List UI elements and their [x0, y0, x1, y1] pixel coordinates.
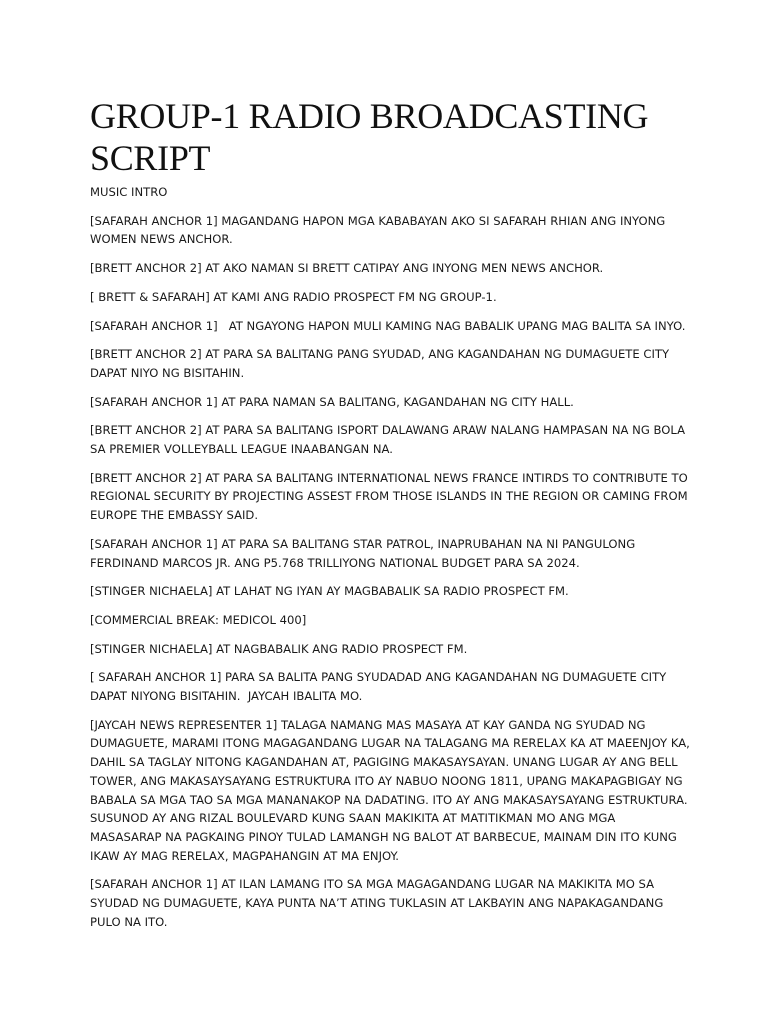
paragraph-brett-sports: [BRETT ANCHOR 2] AT PARA SA BALITANG ISPORT DALAWANG ARAW NALANG HAMPASAN NA NG BOLA SA PREMIER VOLLEYBALL LEAGUE INAABANGAN NA.	[90, 423, 689, 457]
paragraph-stinger-return: [STINGER NICHAELA] AT NAGBABALIK ANG RADIO PROSPECT FM.	[90, 641, 468, 656]
paragraph-jaycah-report: [JAYCAH NEWS REPRESENTER 1] TALAGA NAMANG MAS MASAYA AT KAY GANDA NG SYUDAD NG DUMAGUETE, MARAMI ITONG MAGAGANDANG LUGAR NA TALAGANG MA RERELAX KA AT MAEENJOY KA, DAHIL SA TAGLAY NITONG KAGANDAHAN AT, PAGIGING MAKASAYSAYAN. UNANG LUGAR AY ANG BELL TOWER, ANG MAKASAYSAYANG ESTRUKTURA ITO AY NABUO NOONG 1811, UPANG MAKAPAGBIGAY NG BABALA SA MGA TAO SA MGA MANANAKOP NA DADATING. ITO AY ANG MAKASAYSAYANG ESTRUKTURA. SUSUNOD AY ANG RIZAL BOULEVARD KUNG SAAN MAKIKITA AT MATITIKMAN MO ANG MGA MASASARAP NA PAGKAING PINOY TULAD LAMANGH NG BALOT AT BARBECUE, MAINAM DIN ITO KUNG IKAW AY MAG RERELAX, MAGPAHANGIN AT MA ENJOY.	[90, 717, 694, 863]
paragraph-brett-safarah: [ BRETT & SAFARAH] AT KAMI ANG RADIO PROSPECT FM NG GROUP-1.	[90, 289, 497, 304]
paragraph-music-intro: MUSIC INTRO	[90, 185, 168, 199]
paragraph-brett-city-news: [BRETT ANCHOR 2] AT PARA SA BALITANG PANG SYUDAD, ANG KAGANDAHAN NG DUMAGUETE CITY DAPAT NIYO NG BISITAHIN.	[90, 347, 673, 380]
paragraph-safarah-star-patrol: [SAFARAH ANCHOR 1] AT PARA SA BALITANG STAR PATROL, INAPRUBAHAN NA NI PANGULONG FERDINAND MARCOS JR. ANG P5.768 TRILLIYONG NATIONAL BUDGET PARA SA 2024.	[90, 536, 639, 570]
paragraph-safarah-intro: [SAFARAH ANCHOR 1] MAGANDANG HAPON MGA KABABAYAN AKO SI SAFARAH RHIAN ANG INYONG WOMEN NEWS ANCHOR.	[90, 213, 669, 247]
paragraph-safarah-city-hall: [SAFARAH ANCHOR 1] AT PARA NAMAN SA BALITANG, KAGANDAHAN NG CITY HALL.	[90, 394, 574, 409]
paragraph-safarah-jaycah: [ SAFARAH ANCHOR 1] PARA SA BALITA PANG SYUDADAD ANG KAGANDAHAN NG DUMAGUETE CITY DAPAT NIYONG BISITAHIN. JAYCAH IBALITA MO.	[90, 670, 670, 704]
paragraph-commercial-break: [COMMERCIAL BREAK: MEDICOL 400]	[90, 612, 307, 627]
paragraph-brett-intro: [BRETT ANCHOR 2] AT AKO NAMAN SI BRETT CATIPAY ANG INYONG MEN NEWS ANCHOR.	[90, 261, 604, 276]
document-title: GROUP-1 RADIO BROADCASTING SCRIPT	[90, 96, 649, 178]
document-page	[90, 95, 694, 942]
paragraph-safarah-closing: [SAFARAH ANCHOR 1] AT ILAN LAMANG ITO SA MGA MAGAGANDANG LUGAR NA MAKIKITA MO SA SYUDAD NG DUMAGUETE, KAYA PUNTA NA’T ATING TUKLASIN AT LAKBAYIN ANG NAPAKAGANDANG PULO NA ITO.	[90, 877, 667, 929]
paragraph-stinger-break: [STINGER NICHAELA] AT LAHAT NG IYAN AY MAGBABALIK SA RADIO PROSPECT FM.	[90, 584, 569, 599]
paragraph-safarah-return: [SAFARAH ANCHOR 1] AT NGAYONG HAPON MULI KAMING NAG BABALIK UPANG MAG BALITA SA INYO.	[90, 318, 686, 333]
paragraph-brett-international: [BRETT ANCHOR 2] AT PARA SA BALITANG INTERNATIONAL NEWS FRANCE INTIRDS TO CONTRIBUTE TO REGIONAL SECURITY BY PROJECTING ASSEST FROM THOSE ISLANDS IN THE REGION OR CAMING FROM EUROPE THE EMBASSY SAID.	[90, 470, 692, 523]
